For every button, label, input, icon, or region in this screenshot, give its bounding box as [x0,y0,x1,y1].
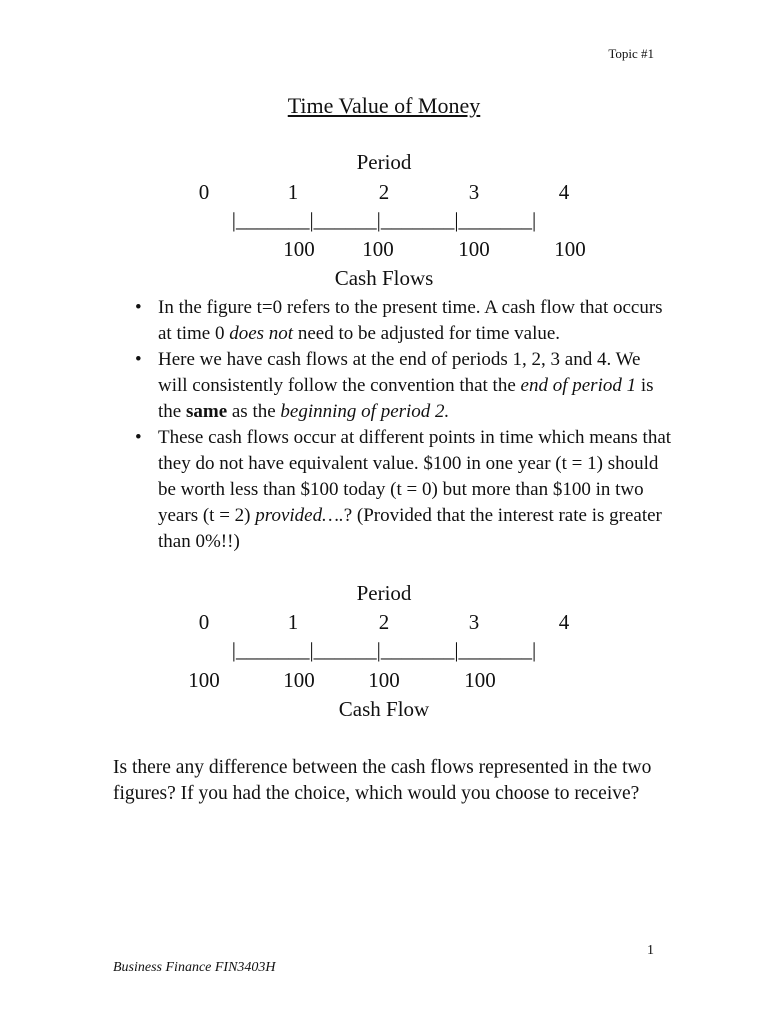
cash-flow-value: 100 [283,237,315,261]
timeline-axis: |_______|______|_______|_______| [231,638,537,662]
topic-label: Topic #1 [608,46,654,61]
cash-flow-row [0,668,768,696]
cash-flow-value: 100 [362,237,394,261]
bullet-text [158,427,671,552]
bullet-text-run: beginning of period 2. [280,401,450,422]
bullet-text-run: as the [227,401,281,422]
bullet-text-run: These cash flows occur at different points in time which means that they do not have equivalent value. $100 in one year (t = 1) should be worth less than $100 today (t = 0) but more than $100 in two years (t = 2) [158,427,672,526]
period-number: 1 [287,610,299,634]
bullet-text-run: provided…. [255,505,344,526]
cash-flow-value: 100 [188,668,220,692]
bullet-text-run: does not [229,323,294,344]
cash-flow-label: Cash Flow [338,697,430,721]
period-numbers-row [0,610,768,638]
cash-flow-row [0,237,768,265]
cash-flow-value: 100 [458,237,490,261]
bullet-item [134,295,674,347]
period-number: 2 [378,180,390,204]
cash-flow-value: 100 [464,668,496,692]
bullet-text-run: is the [158,375,654,422]
period-label: Period [356,150,412,174]
bullet-list [134,295,674,555]
period-number: 4 [558,180,570,204]
period-number: 3 [468,610,480,634]
bullet-text-run: need to be adjusted for time value. [293,323,561,344]
period-number: 1 [287,180,299,204]
bullet-item [134,425,674,555]
timeline-axis: |_______|______|_______|_______| [231,208,537,232]
period-number: 0 [198,180,210,204]
period-number: 0 [198,610,210,634]
cash-flows-label: Cash Flows [334,266,434,290]
bullet-text-run: Here we have cash flows at the end of periods 1, 2, 3 and 4. We will consistently follow the convention that the [158,349,641,396]
page-title: Time Value of Money [287,93,481,118]
period-number: 3 [468,180,480,204]
period-label: Period [356,581,412,605]
cash-flow-value: 100 [554,237,586,261]
bullet-item [134,347,674,425]
bullet-text [158,297,663,344]
bullet-text-run: ? (Provided that the interest rate is greater than 0%!!) [158,505,662,552]
period-numbers-row [0,180,768,208]
bullet-text-run: In the figure t=0 refers to the present time. A cash flow that occurs at time 0 [158,297,663,344]
cash-flow-value: 100 [283,668,315,692]
cash-flow-value: 100 [368,668,400,692]
question-paragraph: Is there any difference between the cash flows represented in the two figures? If you had the choice, which would you choose to receive? [113,757,652,804]
bullet-text-run: end of period 1 [520,375,637,396]
period-number: 4 [558,610,570,634]
bullet-text-run: same [185,401,228,422]
page-number: 1 [647,943,654,958]
bullet-text [158,349,654,422]
period-number: 2 [378,610,390,634]
course-footer: Business Finance FIN3403H [113,960,276,975]
